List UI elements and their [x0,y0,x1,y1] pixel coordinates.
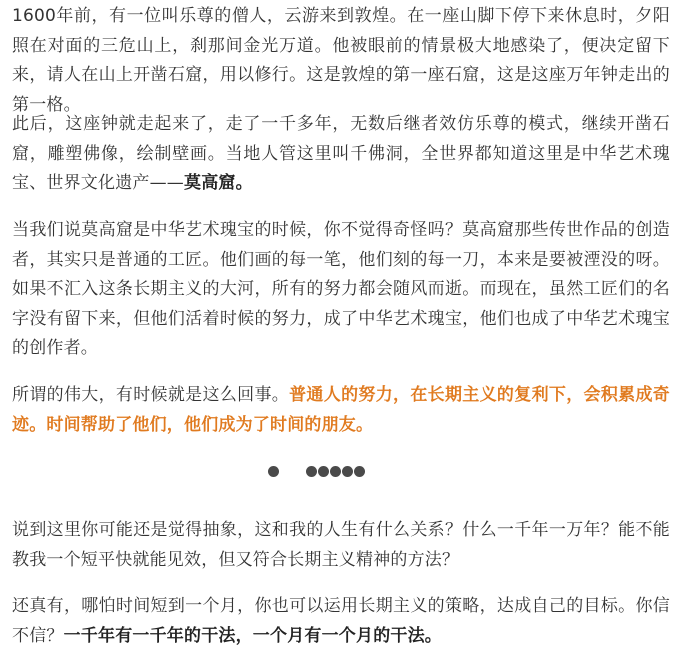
paragraph-5-text: 说到这里你可能还是觉得抽象，这和我的人生有什么关系？什么一千年一万年？能不能教我一个短平快就能见效，但又符合长期主义精神的方法？ [12,520,670,570]
paragraph-4-text: 所谓的伟大，有时候就是这么回事。 [12,385,290,405]
paragraph-6-text: 还真有，哪怕时间短到一个月，你也可以运用长期主义的策略，达成自己的目标。你信不信？ [12,596,670,646]
paragraph-2 [12,110,670,199]
paragraph-4-highlight: 普通人的努力，在长期主义的复利下，会积累成奇迹。时间帮助了他们，他们成为了时间的朋友。 [12,385,671,435]
paragraph-3 [12,216,670,364]
divider-dot [306,466,317,477]
paragraph-4 [12,381,670,440]
paragraph-2-text: 此后，这座钟就走起来了，走了一千多年，无数后继者效仿乐尊的模式，继续开凿石窟，雕塑佛像，绘制壁画。当地人管这里叫千佛洞，全世界都知道这里是中华艺术瑰宝、世界文化遗产—— [12,114,670,193]
paragraph-2-bold: 莫高窟。 [184,173,253,193]
paragraph-5 [12,516,670,575]
divider-dot [268,466,279,477]
paragraph-1 [12,2,670,120]
divider-dot [318,466,329,477]
divider-dot [354,466,365,477]
paragraph-3-text: 当我们说莫高窟是中华艺术瑰宝的时候，你不觉得奇怪吗？莫高窟那些传世作品的创造者，其实只是普通的工匠。他们画的每一笔，他们刻的每一刀，本来是要被湮没的呀。如果不汇入这条长期主义的大河，所有的努力都会随风而逝。而现在，虽然工匠们的名字没有留下来，但他们活着时候的努力，成了中华艺术瑰宝，他们也成了中华艺术瑰宝的创作者。 [12,220,670,358]
divider-dot [330,466,341,477]
paragraph-6-bold: 一千年有一千年的干法，一个月有一个月的干法。 [63,625,443,646]
divider-dot [342,466,353,477]
section-divider [0,462,680,482]
paragraph-6 [12,592,670,651]
paragraph-1-text: 1600年前，有一位叫乐尊的僧人，云游来到敦煌。在一座山脚下停下来休息时，夕阳照在对面的三危山上，刹那间金光万道。他被眼前的情景极大地感染了，便决定留下来，请人在山上开凿石窟，用以修行。这是敦煌的第一座石窟，这是这座万年钟走出的第一格。 [12,6,670,115]
